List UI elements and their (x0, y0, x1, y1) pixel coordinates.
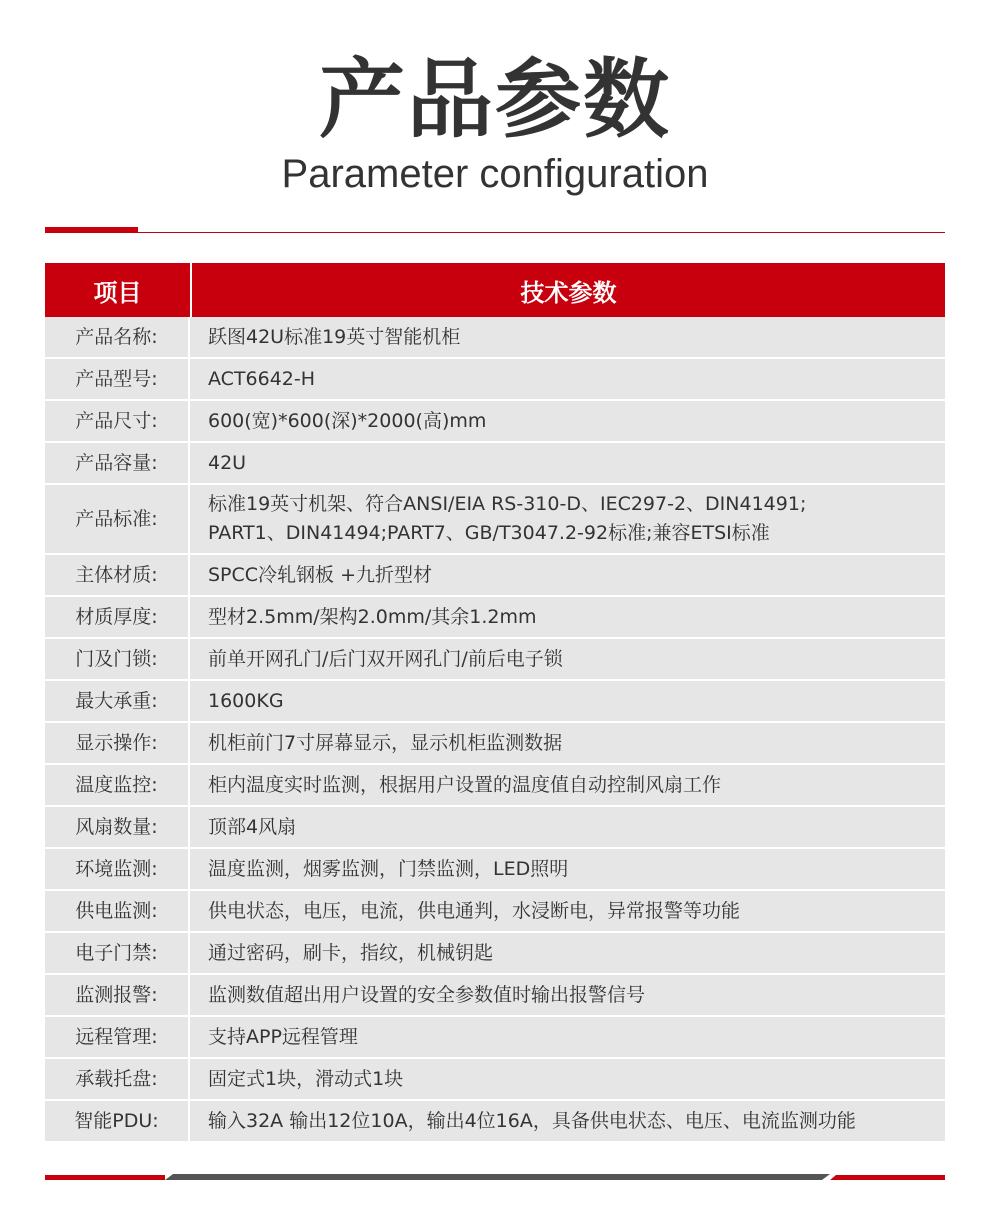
param-name: 主体材质: (45, 555, 190, 595)
table-row (45, 1101, 945, 1143)
table-row (45, 401, 945, 443)
footer-bar-middle (165, 1174, 830, 1180)
table-row (45, 681, 945, 723)
parameter-table (45, 263, 945, 1143)
param-value: 42U (208, 451, 247, 474)
param-value: 机柜前门7寸屏幕显示，显示机柜监测数据 (208, 731, 563, 754)
param-name: 监测报警: (45, 975, 190, 1015)
param-value: SPCC冷轧钢板 +九折型材 (208, 563, 433, 586)
param-value: 1600KG (208, 689, 284, 712)
table-row (45, 807, 945, 849)
table-row (45, 555, 945, 597)
param-value: ACT6642-H (208, 367, 316, 390)
param-name: 温度监控: (45, 765, 190, 805)
param-value: 监测数值超出用户设置的安全参数值时输出报警信号 (208, 983, 646, 1006)
param-name: 电子门禁: (45, 933, 190, 973)
param-value: 固定式1块，滑动式1块 (208, 1067, 404, 1090)
param-value: 输入32A 输出12位10A，输出4位16A，具备供电状态、电压、电流监测功能 (208, 1109, 856, 1132)
table-row (45, 639, 945, 681)
header-value: 技术参数 (520, 278, 617, 307)
footer-bar-left (45, 1175, 165, 1180)
param-name: 显示操作: (45, 723, 190, 763)
param-name: 产品名称: (45, 317, 190, 357)
table-row (45, 485, 945, 555)
param-name: 供电监测: (45, 891, 190, 931)
param-value: 型材2.5mm/架构2.0mm/其余1.2mm (208, 605, 537, 628)
table-row (45, 765, 945, 807)
table-header (45, 263, 945, 317)
param-name: 产品标准: (45, 485, 190, 553)
footer-bar-right (830, 1175, 945, 1180)
table-row (45, 891, 945, 933)
param-value: 支持APP远程管理 (208, 1025, 358, 1048)
param-name: 产品容量: (45, 443, 190, 483)
title-divider-accent (45, 227, 138, 232)
table-row (45, 723, 945, 765)
table-row (45, 1059, 945, 1101)
param-value: 600(宽)*600(深)*2000(高)mm (208, 409, 487, 432)
table-row (45, 597, 945, 639)
param-name: 材质厚度: (45, 597, 190, 637)
param-name: 最大承重: (45, 681, 190, 721)
title-divider (45, 232, 945, 233)
footer-bar (45, 1173, 945, 1182)
page-subtitle: Parameter configuration (281, 152, 709, 196)
param-name: 产品型号: (45, 359, 190, 399)
param-value: 顶部4风扇 (208, 815, 297, 838)
param-value: 通过密码，刷卡，指纹，机械钥匙 (208, 941, 494, 964)
param-name: 风扇数量: (45, 807, 190, 847)
table-body (45, 317, 945, 1143)
table-row (45, 317, 945, 359)
param-value: 跃图42U标准19英寸智能机柜 (208, 325, 461, 348)
param-value: 供电状态，电压，电流，供电通判，水浸断电，异常报警等功能 (208, 899, 741, 922)
param-name: 环境监测: (45, 849, 190, 889)
table-row (45, 1017, 945, 1059)
table-row (45, 933, 945, 975)
table-row (45, 849, 945, 891)
table-row (45, 359, 945, 401)
param-value: 柜内温度实时监测，根据用户设置的温度值自动控制风扇工作 (208, 773, 722, 796)
table-row (45, 443, 945, 485)
param-name: 远程管理: (45, 1017, 190, 1057)
param-name: 智能PDU: (45, 1101, 190, 1141)
param-value: 标准19英寸机架、符合ANSI/EIA RS-310-D、IEC297-2、DIN41491; PART1、DIN41494;PART7、GB/T3047.2-92标准;兼容ETSI标准 (208, 493, 807, 544)
param-name: 门及门锁: (45, 639, 190, 679)
table-row (45, 975, 945, 1017)
header-item: 项目 (45, 263, 192, 317)
page-title: 产品参数 (319, 50, 671, 150)
param-value: 前单开网孔门/后门双开网孔门/前后电子锁 (208, 647, 563, 670)
param-value: 温度监测，烟雾监测，门禁监测，LED照明 (208, 857, 569, 880)
param-name: 承载托盘: (45, 1059, 190, 1099)
param-name: 产品尺寸: (45, 401, 190, 441)
